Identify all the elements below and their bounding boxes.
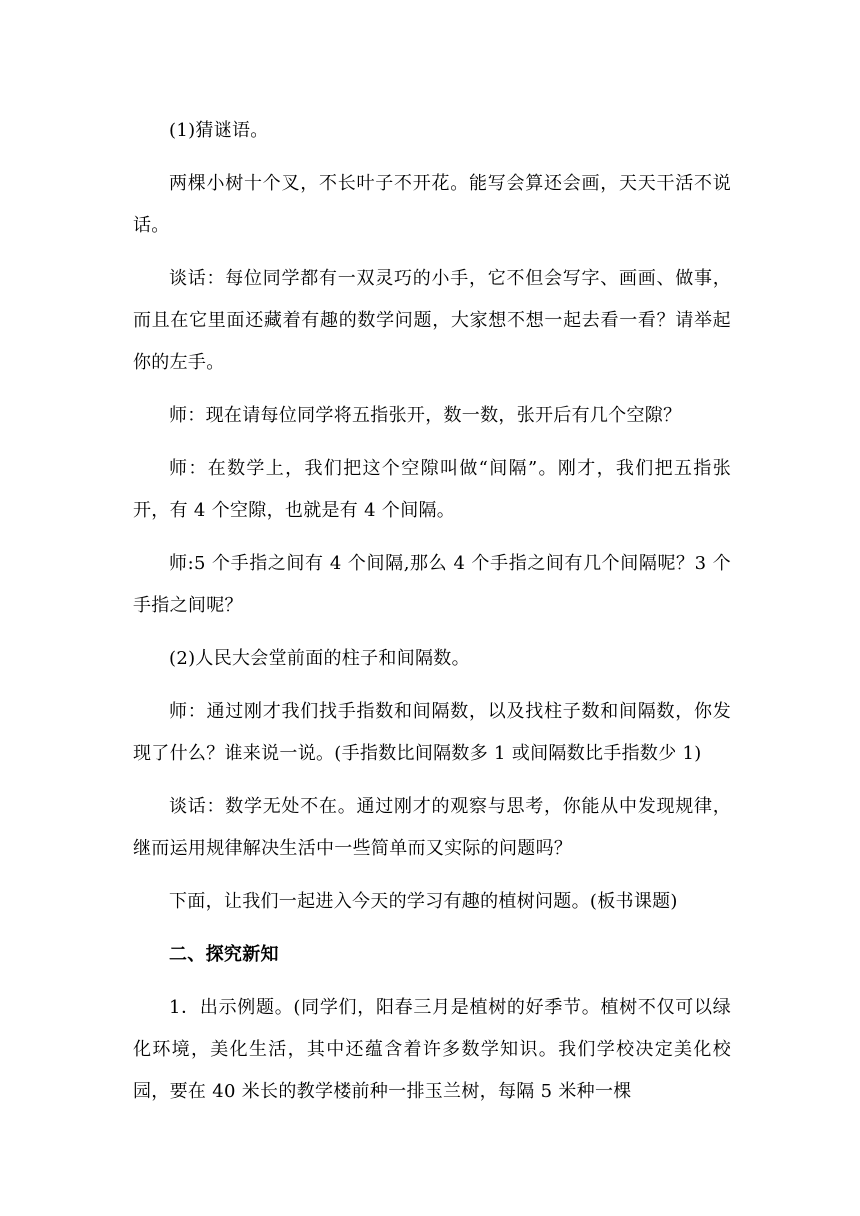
paragraph-talk-hands: 谈话：每位同学都有一双灵巧的小手，它不但会写字、画画、做事，而且在它里面还藏着有趣的数学问题，大家想不想一起去看一看？请举起你的左手。 [133,268,731,373]
document-body [133,110,731,1113]
paragraph-teacher-gaps: 师：现在请每位同学将五指张开，数一数，张开后有几个空隙？ [169,405,682,426]
paragraph-example-problem: 1．出示例题。(同学们，阳春三月是植树的好季节。植树不仅可以绿化环境，美化生活，其中还蕴含着许多数学知识。我们学校决定美化校园，要在 40 米长的教学楼前种一排玉兰树，每隔 5 米种一棵 [133,997,731,1102]
paragraph-teacher-fingers: 师:5 个手指之间有 4 个间隔,那么 4 个手指之间有几个间隔呢？3 个手指之间呢？ [133,553,731,616]
paragraph-teacher-discovery: 师：通过刚才我们找手指数和间隔数，以及找柱子数和间隔数，你发现了什么？谁来说一说。(手指数比间隔数多 1 或间隔数比手指数少 1) [133,701,731,764]
paragraph-talk-math: 谈话：数学无处不在。通过刚才的观察与思考，你能从中发现规律，继而运用规律解决生活中一些简单而又实际的问题吗？ [133,796,731,859]
paragraph-teacher-intervals: 师：在数学上，我们把这个空隙叫做“间隔”。刚才，我们把五指张开，有 4 个空隙，也就是有 4 个间隔。 [133,458,731,521]
paragraph-riddle-text: 两棵小树十个叉，不长叶子不开花。能写会算还会画，天天干活不说话。 [133,173,731,236]
paragraph-lesson-intro: 下面，让我们一起进入今天的学习有趣的植树问题。(板书课题) [169,891,678,912]
paragraph-riddle-heading: (1)猜谜语。 [169,120,269,141]
section-heading-explore: 二、探究新知 [169,944,279,965]
paragraph-pillars-heading: (2)人民大会堂前面的柱子和间隔数。 [169,648,470,669]
